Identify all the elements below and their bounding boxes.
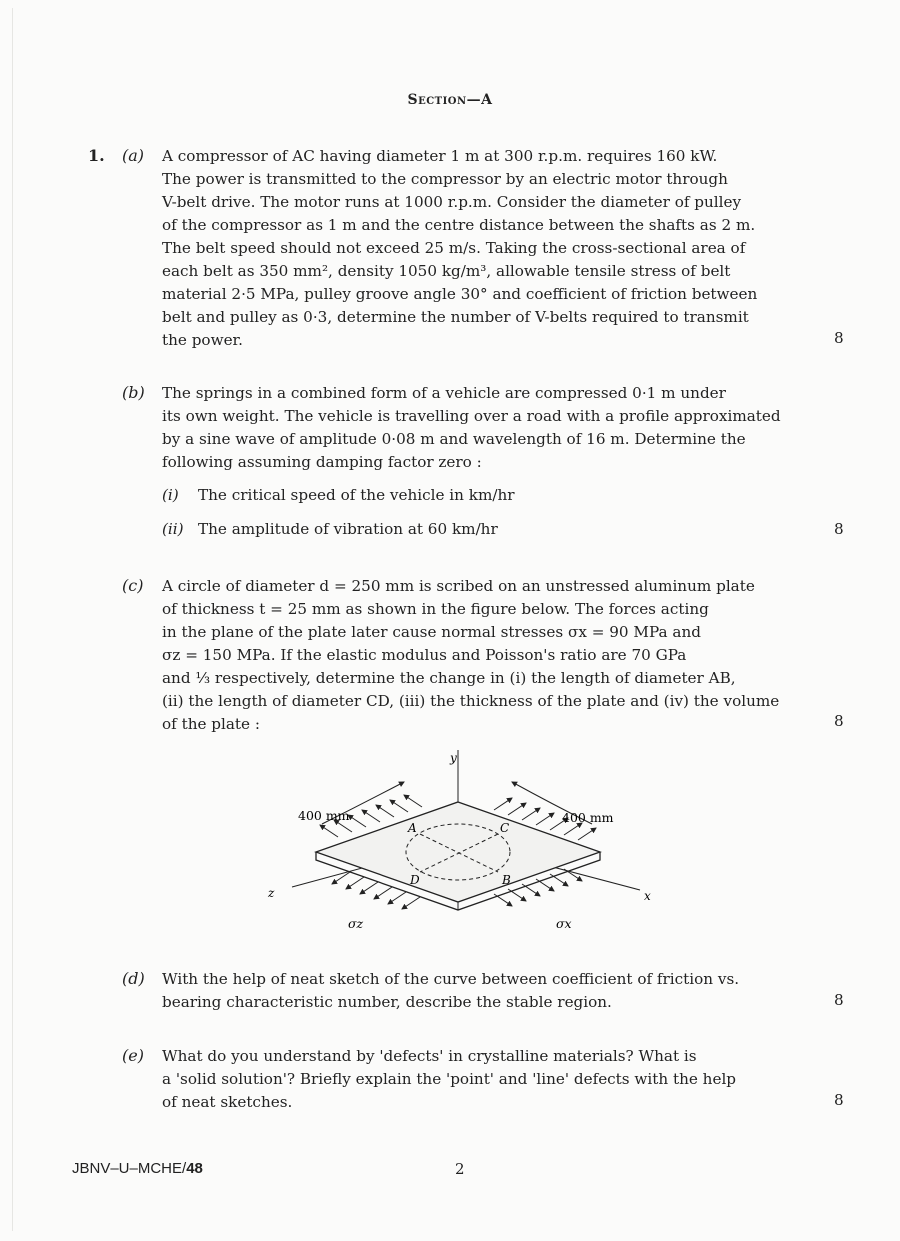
part-b-subpart-i — [162, 486, 515, 504]
part-a-marks: 8 — [834, 329, 844, 347]
subpart-text: The critical speed of the vehicle in km/hr — [198, 486, 515, 504]
part-a-line: V-belt drive. The motor runs at 1000 r.p.m. Consider the diameter of pulley — [162, 193, 742, 211]
part-b-line: its own weight. The vehicle is travelling over a road with a profile approximated — [162, 407, 781, 425]
point-a-label: A — [408, 821, 417, 835]
part-c-text — [162, 575, 810, 736]
part-e-text — [162, 1045, 810, 1114]
page-number: 2 — [455, 1160, 465, 1178]
point-b-label: B — [502, 873, 511, 887]
dimension-left-label: 400 mm — [298, 808, 350, 823]
subpart-number: (ii) — [162, 520, 184, 538]
part-d-line: bearing characteristic number, describe the stable region. — [162, 993, 612, 1011]
part-b-line: following assuming damping factor zero : — [162, 453, 482, 471]
part-a-line: material 2·5 MPa, pulley groove angle 30° and coefficient of friction between — [162, 285, 758, 303]
part-b-text — [162, 382, 810, 474]
part-c-line: in the plane of the plate later cause normal stresses σx = 90 MPa and — [162, 623, 701, 641]
part-a-line: The power is transmitted to the compressor by an electric motor through — [162, 170, 728, 188]
part-b-label: (b) — [122, 383, 145, 402]
part-c-line: of thickness t = 25 mm as shown in the figure below. The forces acting — [162, 600, 709, 618]
part-b-subpart-ii — [162, 520, 498, 538]
z-axis-label: z — [268, 886, 275, 900]
sigma-x-label: σx — [556, 916, 572, 931]
part-c-label: (c) — [122, 576, 144, 595]
part-d-line: With the help of neat sketch of the curve between coefficient of friction vs. — [162, 970, 740, 988]
subpart-number: (i) — [162, 486, 179, 504]
part-e-marks: 8 — [834, 1091, 844, 1109]
part-c-line: σz = 150 MPa. If the elastic modulus and Poisson's ratio are 70 GPa — [162, 646, 687, 664]
point-d-label: D — [410, 873, 420, 887]
part-d-marks: 8 — [834, 991, 844, 1009]
part-c-line: of the plate : — [162, 715, 260, 733]
sigma-z-label: σz — [348, 916, 364, 931]
part-c-line: and ⅓ respectively, determine the change in (i) the length of diameter AB, — [162, 669, 736, 687]
y-axis-label: y — [450, 751, 457, 765]
part-a-line: of the compressor as 1 m and the centre distance between the shafts as 2 m. — [162, 216, 756, 234]
part-c-marks: 8 — [834, 712, 844, 730]
part-d-text — [162, 968, 810, 1014]
part-a-text — [162, 145, 810, 352]
part-a-line: belt and pulley as 0·3, determine the number of V-belts required to transmit — [162, 308, 749, 326]
question-number: 1. — [88, 146, 105, 165]
x-axis-label: x — [644, 889, 651, 903]
part-c-line: A circle of diameter d = 250 mm is scribed on an unstressed aluminum plate — [162, 577, 755, 595]
paper-code-text: JBNV–U–MCHE/ — [72, 1160, 187, 1177]
part-b-line: The springs in a combined form of a vehicle are compressed 0·1 m under — [162, 384, 726, 402]
part-a-label: (a) — [122, 146, 145, 165]
part-e-label: (e) — [122, 1046, 144, 1065]
part-a-line: the power. — [162, 331, 243, 349]
stressed-plate-figure — [262, 742, 651, 942]
part-e-line: What do you understand by 'defects' in crystalline materials? What is — [162, 1047, 697, 1065]
part-e-line: a 'solid solution'? Briefly explain the 'point' and 'line' defects with the help — [162, 1070, 737, 1088]
part-a-line: A compressor of AC having diameter 1 m at 300 r.p.m. requires 160 kW. — [162, 147, 718, 165]
part-b-line: by a sine wave of amplitude 0·08 m and wavelength of 16 m. Determine the — [162, 430, 746, 448]
part-e-line: of neat sketches. — [162, 1093, 293, 1111]
section-heading: Section—A — [407, 92, 493, 108]
subpart-text: The amplitude of vibration at 60 km/hr — [198, 520, 498, 538]
dimension-right-label: 400 mm — [562, 810, 614, 825]
part-b-marks: 8 — [834, 520, 844, 538]
part-c-line: (ii) the length of diameter CD, (iii) the thickness of the plate and (iv) the volume — [162, 692, 780, 710]
part-d-label: (d) — [122, 969, 145, 988]
point-c-label: C — [500, 821, 510, 835]
part-a-line: each belt as 350 mm², density 1050 kg/m³, allowable tensile stress of belt — [162, 262, 731, 280]
part-a-line: The belt speed should not exceed 25 m/s. Taking the cross-sectional area of — [162, 239, 746, 257]
paper-code-bold: 48 — [186, 1160, 203, 1177]
paper-code — [72, 1160, 203, 1177]
